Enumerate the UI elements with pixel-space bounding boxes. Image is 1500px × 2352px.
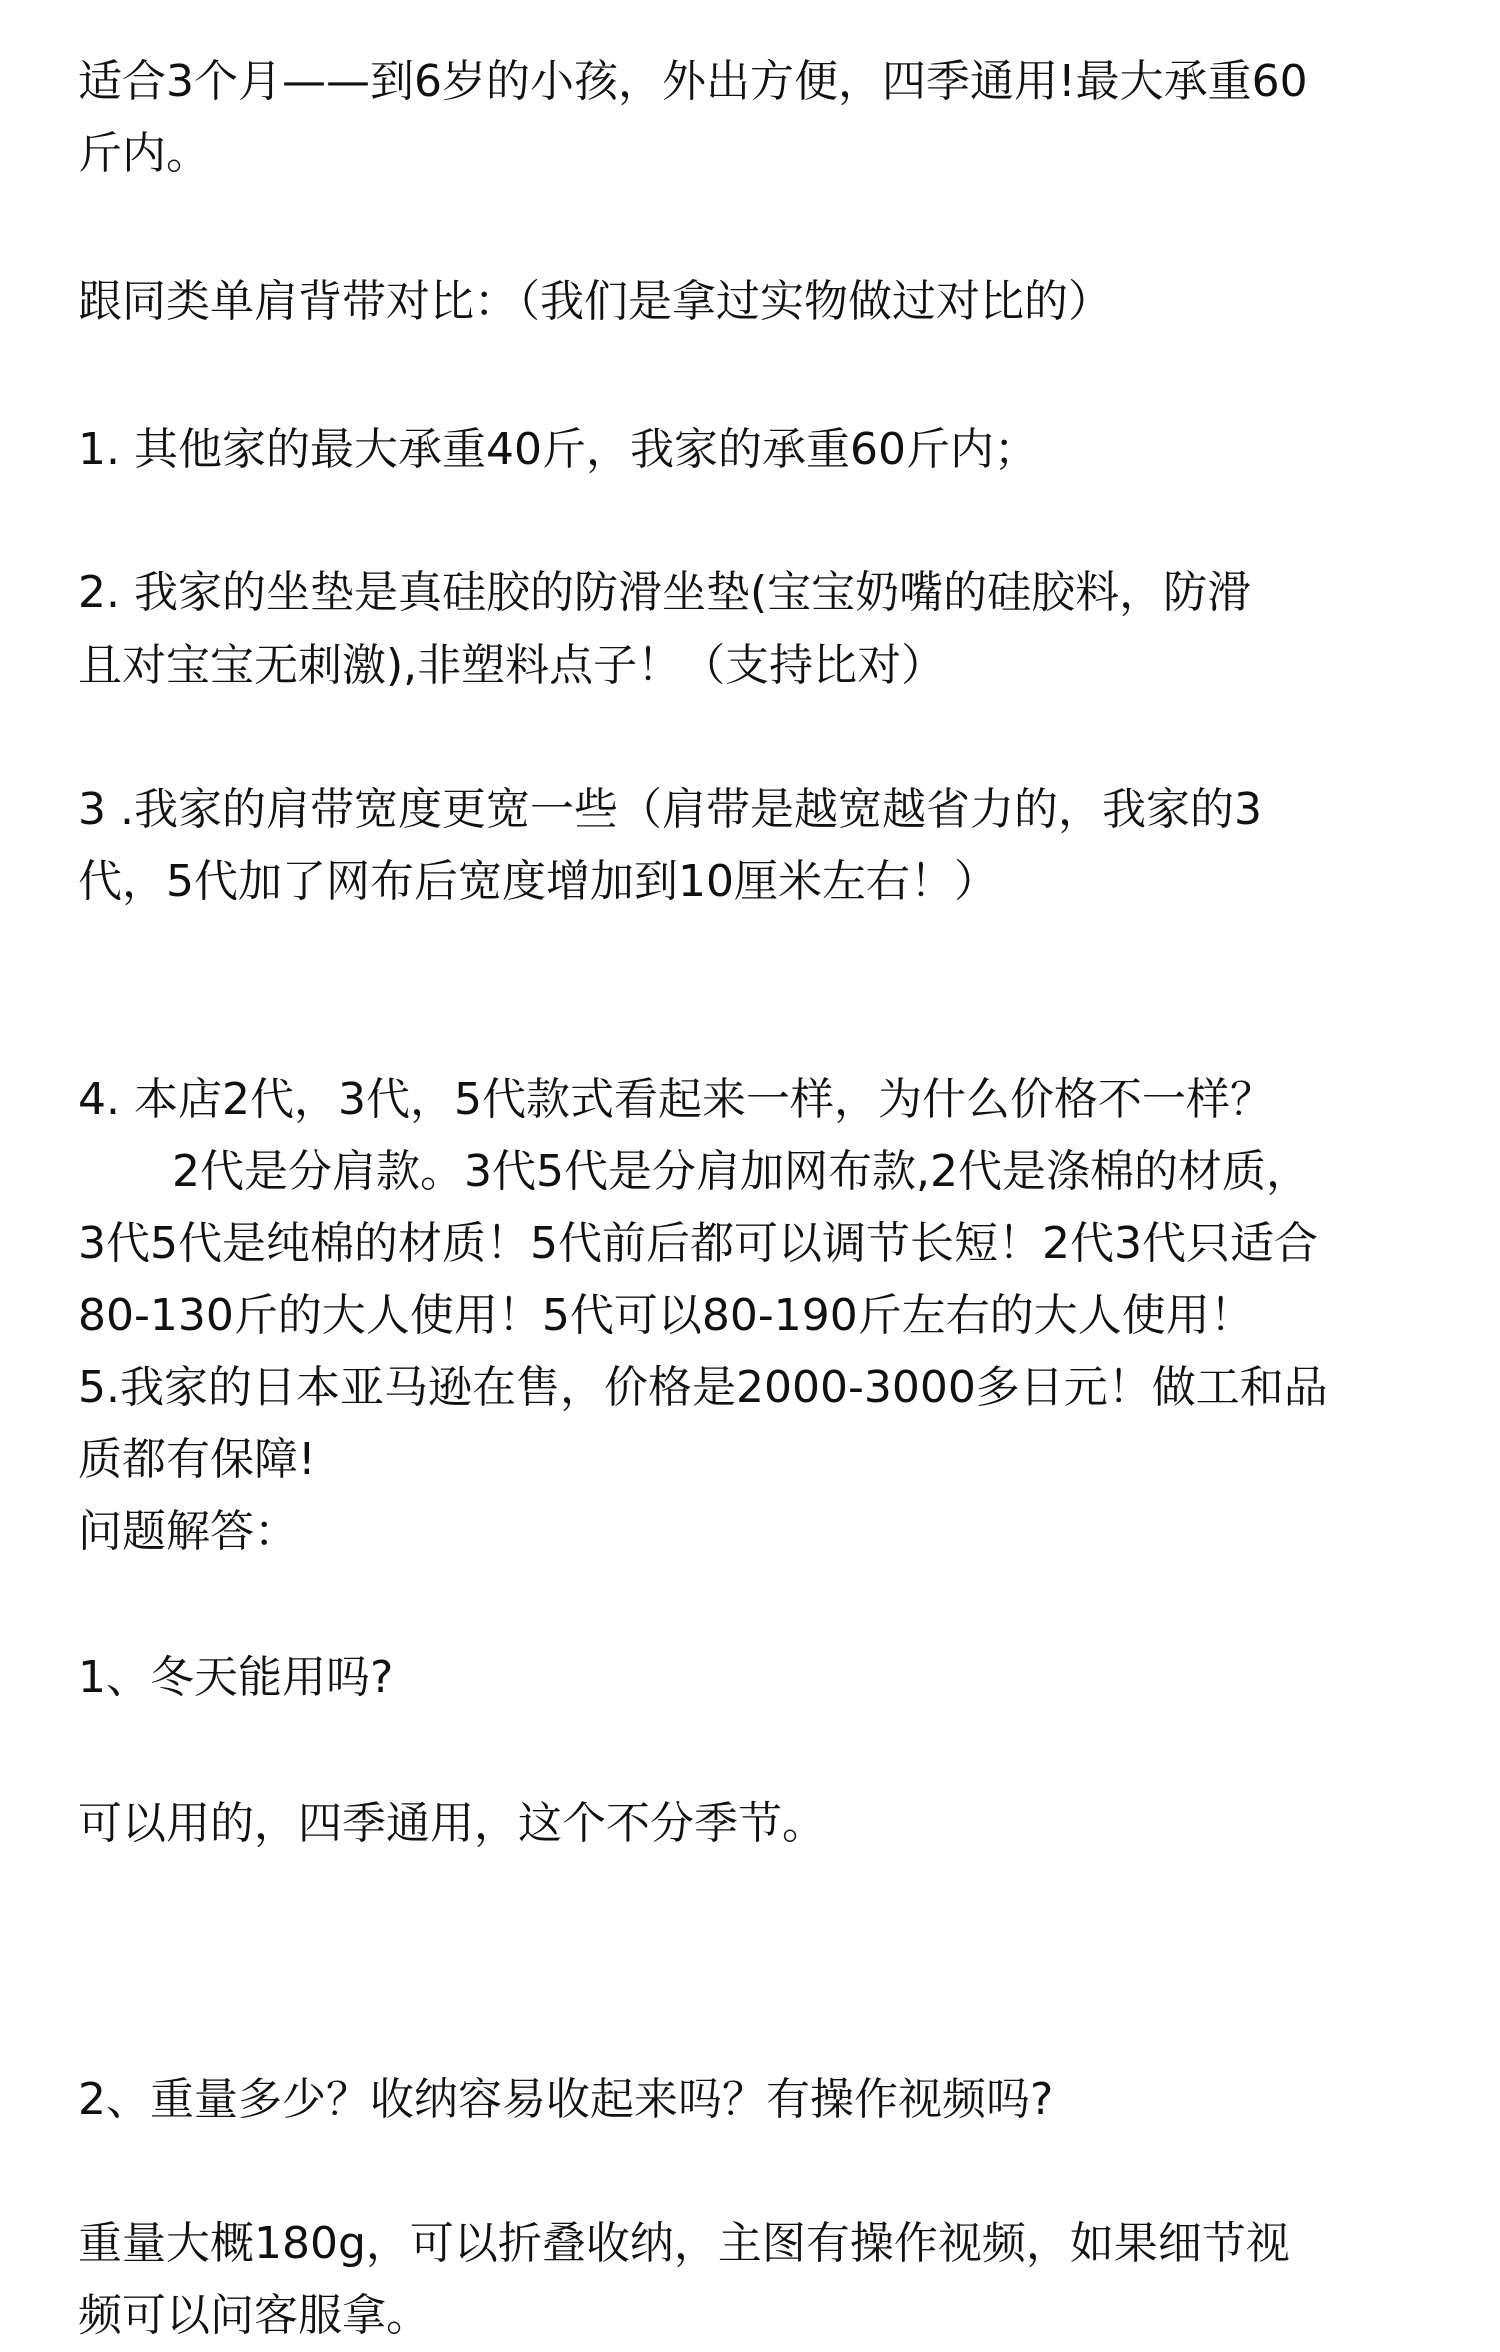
text-line-point-3a: 3 .我家的肩带宽度更宽一些（肩带是越宽越省力的，我家的3 — [78, 784, 1262, 835]
text-line-point-4c: 3代5代是纯棉的材质！5代前后都可以调节长短！2代3代只适合 — [78, 1218, 1318, 1269]
text-line-intro-2: 斤内。 — [78, 128, 210, 179]
text-line-comparison-heading: 跟同类单肩背带对比：（我们是拿过实物做过对比的） — [78, 276, 1112, 327]
text-line-point-5a: 5.我家的日本亚马逊在售，价格是2000-3000多日元！做工和品 — [78, 1362, 1328, 1413]
text-line-point-3b: 代，5代加了网布后宽度增加到10厘米左右！） — [78, 856, 998, 907]
text-line-faq-q2: 2、重量多少？收纳容易收起来吗？有操作视频吗? — [78, 2074, 1054, 2125]
text-line-point-1: 1. 其他家的最大承重40斤，我家的承重60斤内； — [78, 424, 1038, 475]
text-line-faq-heading: 问题解答： — [78, 1506, 298, 1557]
text-line-point-2b: 且对宝宝无刺激),非塑料点子！（支持比对） — [78, 640, 946, 691]
text-line-faq-a2a: 重量大概180g，可以折叠收纳，主图有操作视频，如果细节视 — [78, 2218, 1290, 2269]
text-line-point-4b: 2代是分肩款。3代5代是分肩加网布款,2代是涤棉的材质， — [172, 1146, 1310, 1197]
text-line-point-5b: 质都有保障! — [78, 1434, 316, 1485]
text-line-intro-1: 适合3个月——到6岁的小孩，外出方便，四季通用!最大承重60 — [78, 56, 1308, 107]
text-line-point-4a: 4. 本店2代，3代，5代款式看起来一样，为什么价格不一样？ — [78, 1074, 1274, 1125]
text-line-faq-q1: 1、冬天能用吗? — [78, 1652, 394, 1703]
text-line-point-2a: 2. 我家的坐垫是真硅胶的防滑坐垫(宝宝奶嘴的硅胶料，防滑 — [78, 567, 1252, 618]
text-line-faq-a2b: 频可以问客服拿。 — [78, 2290, 430, 2341]
text-line-faq-a1: 可以用的，四季通用，这个不分季节。 — [78, 1798, 826, 1849]
text-line-point-4d: 80-130斤的大人使用！5代可以80-190斤左右的大人使用！ — [78, 1290, 1254, 1341]
